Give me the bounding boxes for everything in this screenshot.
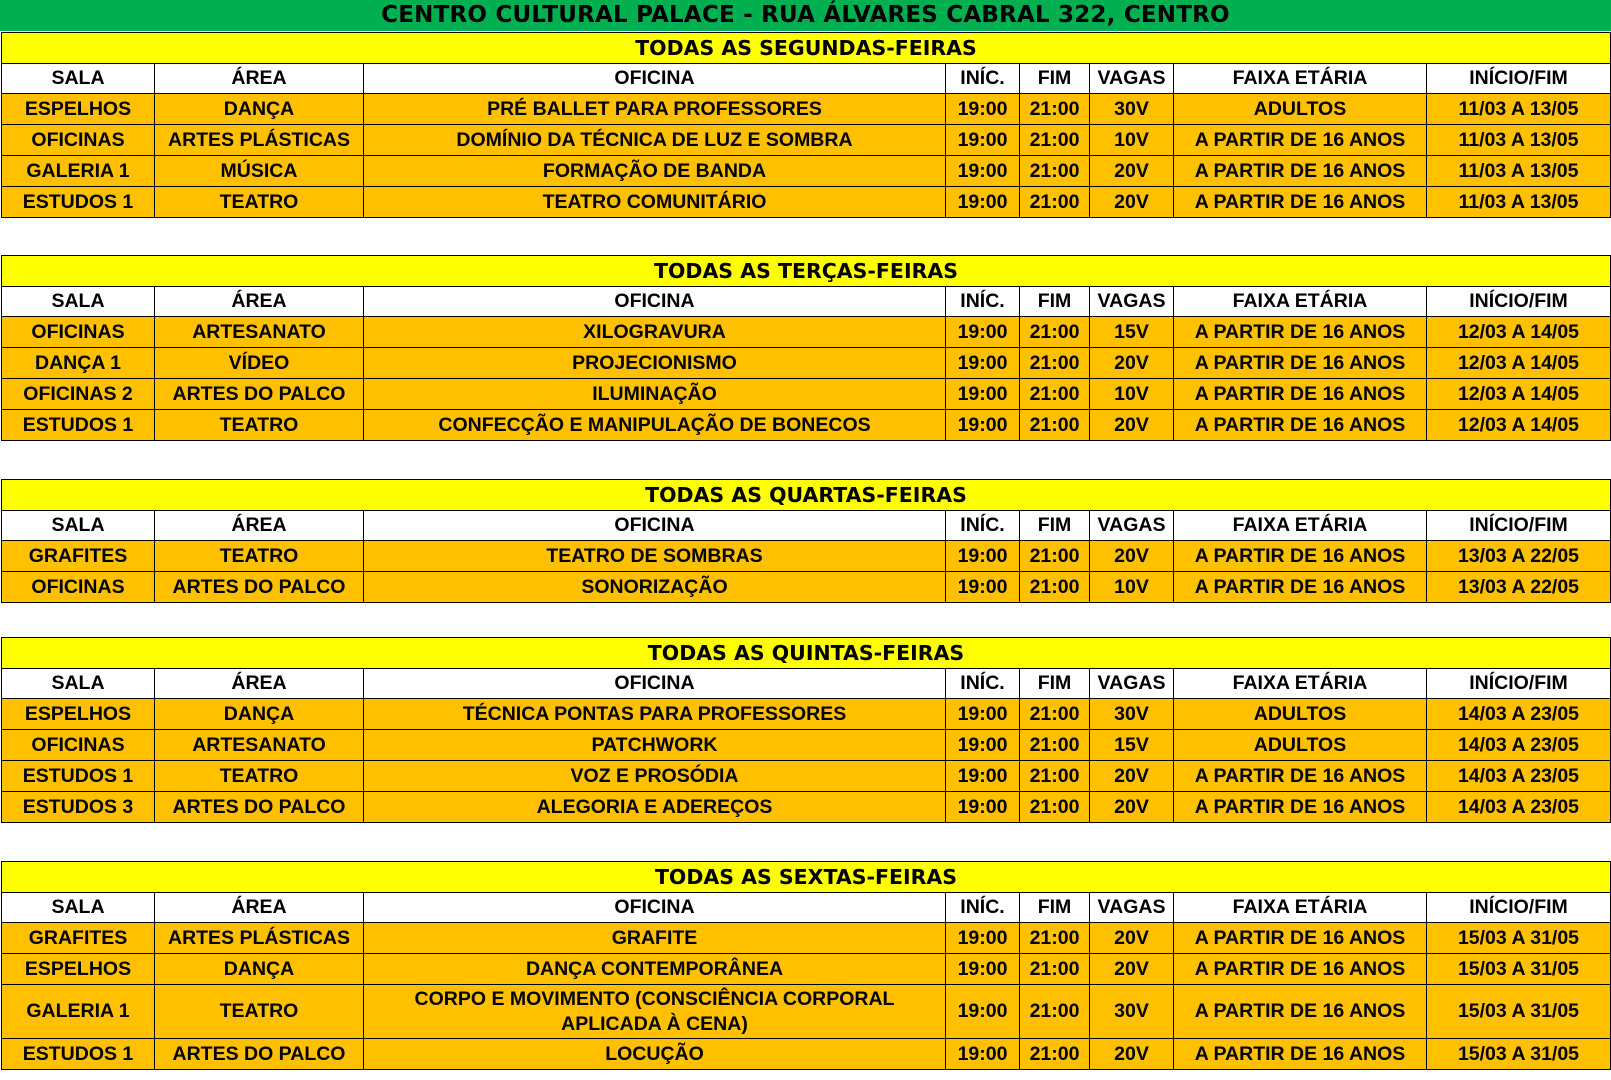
cell-area: TEATRO <box>155 761 364 792</box>
cell-vagas: 15V <box>1090 317 1174 348</box>
cell-oficina: VOZ E PROSÓDIA <box>364 761 946 792</box>
day-header-row <box>2 256 1611 287</box>
cell-area: DANÇA <box>155 94 364 125</box>
cell-inicio: 19:00 <box>946 348 1020 379</box>
cell-oficina: SONORIZAÇÃO <box>364 572 946 603</box>
day-header-row <box>2 638 1611 669</box>
column-header-faixa-etaria: FAIXA ETÁRIA <box>1174 64 1427 94</box>
cell-periodo: 11/03 A 13/05 <box>1427 156 1611 187</box>
cell-vagas: 20V <box>1090 923 1174 954</box>
cell-periodo: 13/03 A 22/05 <box>1427 572 1611 603</box>
table-row <box>2 985 1611 1039</box>
cell-faixa-etaria: ADULTOS <box>1174 699 1427 730</box>
cell-area: ARTES DO PALCO <box>155 572 364 603</box>
cell-fim: 21:00 <box>1020 125 1090 156</box>
cell-inicio: 19:00 <box>946 379 1020 410</box>
cell-oficina: CORPO E MOVIMENTO (CONSCIÊNCIA CORPORAL APLICADA À CENA) <box>364 985 946 1039</box>
cell-area: DANÇA <box>155 954 364 985</box>
cell-sala: OFICINAS <box>2 572 155 603</box>
cell-oficina: FORMAÇÃO DE BANDA <box>364 156 946 187</box>
cell-inicio: 19:00 <box>946 1039 1020 1070</box>
cell-vagas: 30V <box>1090 699 1174 730</box>
cell-inicio: 19:00 <box>946 94 1020 125</box>
cell-oficina: PRÉ BALLET PARA PROFESSORES <box>364 94 946 125</box>
cell-faixa-etaria: A PARTIR DE 16 ANOS <box>1174 761 1427 792</box>
column-header-sala: SALA <box>2 287 155 317</box>
cell-sala: ESTUDOS 1 <box>2 761 155 792</box>
column-header-area: ÁREA <box>155 287 364 317</box>
schedule-table-terca <box>1 255 1611 441</box>
cell-periodo: 14/03 A 23/05 <box>1427 761 1611 792</box>
cell-periodo: 12/03 A 14/05 <box>1427 317 1611 348</box>
cell-faixa-etaria: A PARTIR DE 16 ANOS <box>1174 125 1427 156</box>
cell-inicio: 19:00 <box>946 410 1020 441</box>
cell-sala: OFICINAS <box>2 317 155 348</box>
cell-vagas: 20V <box>1090 187 1174 218</box>
cell-periodo: 12/03 A 14/05 <box>1427 410 1611 441</box>
cell-fim: 21:00 <box>1020 379 1090 410</box>
schedule-table-sexta <box>1 861 1611 1070</box>
cell-fim: 21:00 <box>1020 954 1090 985</box>
cell-fim: 21:00 <box>1020 187 1090 218</box>
column-header-vagas: VAGAS <box>1090 511 1174 541</box>
cell-periodo: 14/03 A 23/05 <box>1427 699 1611 730</box>
cell-sala: ESPELHOS <box>2 954 155 985</box>
cell-fim: 21:00 <box>1020 923 1090 954</box>
column-header-sala: SALA <box>2 893 155 923</box>
cell-vagas: 20V <box>1090 156 1174 187</box>
cell-sala: ESTUDOS 1 <box>2 410 155 441</box>
column-header-faixa-etaria: FAIXA ETÁRIA <box>1174 287 1427 317</box>
column-header-oficina: OFICINA <box>364 669 946 699</box>
column-header-vagas: VAGAS <box>1090 287 1174 317</box>
cell-oficina: TEATRO DE SOMBRAS <box>364 541 946 572</box>
column-header-faixa-etaria: FAIXA ETÁRIA <box>1174 511 1427 541</box>
column-header-row <box>2 893 1611 923</box>
column-header-oficina: OFICINA <box>364 511 946 541</box>
cell-oficina: ALEGORIA E ADEREÇOS <box>364 792 946 823</box>
day-title: TODAS AS SEXTAS-FEIRAS <box>2 862 1611 893</box>
cell-periodo: 14/03 A 23/05 <box>1427 792 1611 823</box>
cell-inicio: 19:00 <box>946 761 1020 792</box>
column-header-sala: SALA <box>2 64 155 94</box>
column-header-vagas: VAGAS <box>1090 893 1174 923</box>
cell-vagas: 15V <box>1090 730 1174 761</box>
cell-vagas: 20V <box>1090 410 1174 441</box>
cell-faixa-etaria: A PARTIR DE 16 ANOS <box>1174 541 1427 572</box>
cell-fim: 21:00 <box>1020 541 1090 572</box>
day-title: TODAS AS QUARTAS-FEIRAS <box>2 480 1611 511</box>
cell-faixa-etaria: A PARTIR DE 16 ANOS <box>1174 379 1427 410</box>
cell-area: ARTES PLÁSTICAS <box>155 125 364 156</box>
cell-faixa-etaria: A PARTIR DE 16 ANOS <box>1174 348 1427 379</box>
cell-faixa-etaria: A PARTIR DE 16 ANOS <box>1174 156 1427 187</box>
cell-sala: ESTUDOS 1 <box>2 187 155 218</box>
cell-inicio: 19:00 <box>946 541 1020 572</box>
column-header-inicio-fim: INÍCIO/FIM <box>1427 511 1611 541</box>
column-header-vagas: VAGAS <box>1090 669 1174 699</box>
column-header-oficina: OFICINA <box>364 893 946 923</box>
cell-inicio: 19:00 <box>946 730 1020 761</box>
cell-area: TEATRO <box>155 541 364 572</box>
cell-periodo: 15/03 A 31/05 <box>1427 954 1611 985</box>
cell-area: DANÇA <box>155 699 364 730</box>
cell-sala: GRAFITES <box>2 541 155 572</box>
cell-vagas: 30V <box>1090 94 1174 125</box>
table-row <box>2 348 1611 379</box>
table-row <box>2 761 1611 792</box>
cell-faixa-etaria: A PARTIR DE 16 ANOS <box>1174 954 1427 985</box>
cell-vagas: 20V <box>1090 541 1174 572</box>
cell-sala: ESTUDOS 1 <box>2 1039 155 1070</box>
cell-periodo: 15/03 A 31/05 <box>1427 923 1611 954</box>
cell-area: ARTESANATO <box>155 730 364 761</box>
table-row <box>2 317 1611 348</box>
cell-area: VÍDEO <box>155 348 364 379</box>
cell-oficina: CONFECÇÃO E MANIPULAÇÃO DE BONECOS <box>364 410 946 441</box>
table-row <box>2 379 1611 410</box>
cell-oficina: TEATRO COMUNITÁRIO <box>364 187 946 218</box>
column-header-faixa-etaria: FAIXA ETÁRIA <box>1174 669 1427 699</box>
column-header-fim: FIM <box>1020 287 1090 317</box>
cell-oficina: LOCUÇÃO <box>364 1039 946 1070</box>
cell-periodo: 15/03 A 31/05 <box>1427 985 1611 1039</box>
column-header-inicio-fim: INÍCIO/FIM <box>1427 669 1611 699</box>
schedule-table-quarta <box>1 479 1611 603</box>
cell-faixa-etaria: A PARTIR DE 16 ANOS <box>1174 923 1427 954</box>
cell-vagas: 20V <box>1090 348 1174 379</box>
column-header-fim: FIM <box>1020 893 1090 923</box>
cell-vagas: 30V <box>1090 985 1174 1039</box>
cell-fim: 21:00 <box>1020 572 1090 603</box>
cell-sala: GRAFITES <box>2 923 155 954</box>
cell-faixa-etaria: A PARTIR DE 16 ANOS <box>1174 317 1427 348</box>
cell-oficina: TÉCNICA PONTAS PARA PROFESSORES <box>364 699 946 730</box>
cell-periodo: 11/03 A 13/05 <box>1427 125 1611 156</box>
table-row <box>2 410 1611 441</box>
cell-inicio: 19:00 <box>946 156 1020 187</box>
cell-inicio: 19:00 <box>946 187 1020 218</box>
column-header-sala: SALA <box>2 511 155 541</box>
column-header-inicio: INÍC. <box>946 64 1020 94</box>
table-row <box>2 541 1611 572</box>
column-header-inicio: INÍC. <box>946 287 1020 317</box>
day-title: TODAS AS SEGUNDAS-FEIRAS <box>2 33 1611 64</box>
column-header-fim: FIM <box>1020 669 1090 699</box>
cell-area: ARTES DO PALCO <box>155 1039 364 1070</box>
cell-fim: 21:00 <box>1020 792 1090 823</box>
cell-sala: OFICINAS 2 <box>2 379 155 410</box>
cell-area: ARTES DO PALCO <box>155 379 364 410</box>
cell-faixa-etaria: A PARTIR DE 16 ANOS <box>1174 410 1427 441</box>
cell-faixa-etaria: ADULTOS <box>1174 730 1427 761</box>
column-header-inicio: INÍC. <box>946 511 1020 541</box>
column-header-fim: FIM <box>1020 64 1090 94</box>
cell-fim: 21:00 <box>1020 317 1090 348</box>
cell-oficina: GRAFITE <box>364 923 946 954</box>
cell-oficina: DOMÍNIO DA TÉCNICA DE LUZ E SOMBRA <box>364 125 946 156</box>
cell-area: TEATRO <box>155 410 364 441</box>
cell-oficina: ILUMINAÇÃO <box>364 379 946 410</box>
cell-inicio: 19:00 <box>946 317 1020 348</box>
cell-inicio: 19:00 <box>946 792 1020 823</box>
column-header-row <box>2 669 1611 699</box>
column-header-inicio-fim: INÍCIO/FIM <box>1427 64 1611 94</box>
cell-inicio: 19:00 <box>946 699 1020 730</box>
cell-oficina: PROJECIONISMO <box>364 348 946 379</box>
column-header-area: ÁREA <box>155 669 364 699</box>
cell-periodo: 14/03 A 23/05 <box>1427 730 1611 761</box>
cell-fim: 21:00 <box>1020 730 1090 761</box>
day-header-row <box>2 33 1611 64</box>
table-row <box>2 572 1611 603</box>
cell-fim: 21:00 <box>1020 761 1090 792</box>
cell-oficina: XILOGRAVURA <box>364 317 946 348</box>
schedule-table-quinta <box>1 637 1611 823</box>
table-row <box>2 730 1611 761</box>
cell-periodo: 11/03 A 13/05 <box>1427 94 1611 125</box>
cell-area: MÚSICA <box>155 156 364 187</box>
column-header-sala: SALA <box>2 669 155 699</box>
column-header-area: ÁREA <box>155 64 364 94</box>
cell-fim: 21:00 <box>1020 94 1090 125</box>
cell-inicio: 19:00 <box>946 923 1020 954</box>
cell-periodo: 15/03 A 31/05 <box>1427 1039 1611 1070</box>
column-header-vagas: VAGAS <box>1090 64 1174 94</box>
cell-vagas: 10V <box>1090 379 1174 410</box>
cell-inicio: 19:00 <box>946 985 1020 1039</box>
cell-sala: ESPELHOS <box>2 699 155 730</box>
cell-faixa-etaria: ADULTOS <box>1174 94 1427 125</box>
cell-area: ARTES DO PALCO <box>155 792 364 823</box>
cell-vagas: 20V <box>1090 954 1174 985</box>
cell-periodo: 13/03 A 22/05 <box>1427 541 1611 572</box>
column-header-oficina: OFICINA <box>364 287 946 317</box>
cell-area: ARTESANATO <box>155 317 364 348</box>
cell-sala: DANÇA 1 <box>2 348 155 379</box>
day-title: TODAS AS TERÇAS-FEIRAS <box>2 256 1611 287</box>
column-header-area: ÁREA <box>155 511 364 541</box>
cell-fim: 21:00 <box>1020 410 1090 441</box>
cell-sala: GALERIA 1 <box>2 156 155 187</box>
cell-fim: 21:00 <box>1020 348 1090 379</box>
cell-faixa-etaria: A PARTIR DE 16 ANOS <box>1174 792 1427 823</box>
table-row <box>2 699 1611 730</box>
table-row <box>2 1039 1611 1070</box>
cell-oficina: DANÇA CONTEMPORÂNEA <box>364 954 946 985</box>
cell-area: TEATRO <box>155 985 364 1039</box>
cell-sala: OFICINAS <box>2 125 155 156</box>
page-title: CENTRO CULTURAL PALACE - RUA ÁLVARES CABRAL 322, CENTRO <box>0 0 1611 31</box>
cell-vagas: 20V <box>1090 1039 1174 1070</box>
column-header-faixa-etaria: FAIXA ETÁRIA <box>1174 893 1427 923</box>
table-row <box>2 954 1611 985</box>
cell-sala: GALERIA 1 <box>2 985 155 1039</box>
day-header-row <box>2 862 1611 893</box>
cell-area: TEATRO <box>155 187 364 218</box>
cell-fim: 21:00 <box>1020 156 1090 187</box>
cell-faixa-etaria: A PARTIR DE 16 ANOS <box>1174 572 1427 603</box>
column-header-oficina: OFICINA <box>364 64 946 94</box>
cell-sala: ESTUDOS 3 <box>2 792 155 823</box>
schedule-table-segunda <box>1 32 1611 218</box>
cell-periodo: 12/03 A 14/05 <box>1427 379 1611 410</box>
column-header-inicio-fim: INÍCIO/FIM <box>1427 893 1611 923</box>
table-row <box>2 923 1611 954</box>
column-header-inicio-fim: INÍCIO/FIM <box>1427 287 1611 317</box>
cell-faixa-etaria: A PARTIR DE 16 ANOS <box>1174 187 1427 218</box>
cell-sala: OFICINAS <box>2 730 155 761</box>
column-header-row <box>2 64 1611 94</box>
table-row <box>2 187 1611 218</box>
cell-area: ARTES PLÁSTICAS <box>155 923 364 954</box>
cell-inicio: 19:00 <box>946 954 1020 985</box>
cell-vagas: 20V <box>1090 792 1174 823</box>
table-row <box>2 94 1611 125</box>
column-header-area: ÁREA <box>155 893 364 923</box>
column-header-fim: FIM <box>1020 511 1090 541</box>
table-row <box>2 156 1611 187</box>
cell-periodo: 12/03 A 14/05 <box>1427 348 1611 379</box>
cell-inicio: 19:00 <box>946 572 1020 603</box>
cell-vagas: 10V <box>1090 125 1174 156</box>
cell-inicio: 19:00 <box>946 125 1020 156</box>
cell-fim: 21:00 <box>1020 985 1090 1039</box>
column-header-inicio: INÍC. <box>946 893 1020 923</box>
cell-periodo: 11/03 A 13/05 <box>1427 187 1611 218</box>
day-title: TODAS AS QUINTAS-FEIRAS <box>2 638 1611 669</box>
cell-faixa-etaria: A PARTIR DE 16 ANOS <box>1174 985 1427 1039</box>
column-header-row <box>2 287 1611 317</box>
cell-fim: 21:00 <box>1020 699 1090 730</box>
cell-oficina: PATCHWORK <box>364 730 946 761</box>
column-header-row <box>2 511 1611 541</box>
table-row <box>2 792 1611 823</box>
day-header-row <box>2 480 1611 511</box>
table-row <box>2 125 1611 156</box>
column-header-inicio: INÍC. <box>946 669 1020 699</box>
cell-sala: ESPELHOS <box>2 94 155 125</box>
cell-fim: 21:00 <box>1020 1039 1090 1070</box>
cell-vagas: 20V <box>1090 761 1174 792</box>
cell-faixa-etaria: A PARTIR DE 16 ANOS <box>1174 1039 1427 1070</box>
cell-vagas: 10V <box>1090 572 1174 603</box>
